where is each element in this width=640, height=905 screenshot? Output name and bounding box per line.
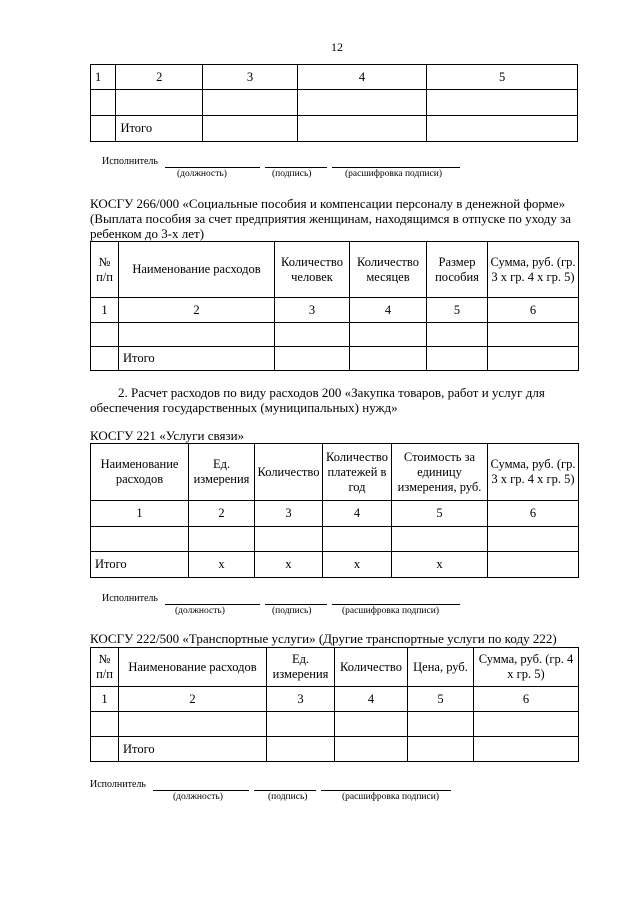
col-number: 4: [323, 501, 392, 527]
col-number: 4: [335, 687, 408, 712]
table-row: [91, 242, 579, 298]
signature-label: Исполнитель: [90, 779, 146, 790]
col-number: 2: [119, 298, 275, 323]
header-cell: Цена, руб.: [408, 648, 474, 687]
total-mark: х: [255, 552, 323, 578]
decoding-caption: (расшифровка подписи): [342, 792, 439, 802]
table-row: [91, 737, 579, 762]
header-cell: Стоимость за единицу измерения, руб.: [392, 444, 488, 501]
col-number: 4: [350, 298, 427, 323]
table-row: [91, 527, 579, 552]
col-number: 4: [297, 65, 426, 90]
col-number: 5: [427, 65, 578, 90]
signature-caption: (подпись): [268, 792, 308, 802]
header-cell: Количество месяцев: [350, 242, 427, 298]
total-label: Итого: [116, 116, 203, 142]
table-continuation: [90, 64, 578, 142]
section-221-title: КОСГУ 221 «Услуги связи»: [90, 428, 245, 443]
total-mark: х: [189, 552, 255, 578]
col-number: 3: [267, 687, 335, 712]
header-cell: Наименование расходов: [119, 648, 267, 687]
signature-line[interactable]: [265, 167, 327, 168]
col-number: 1: [91, 501, 189, 527]
header-cell: № п/п: [91, 648, 119, 687]
total-label: Итого: [119, 737, 267, 762]
total-mark: х: [392, 552, 488, 578]
total-mark: х: [323, 552, 392, 578]
table-row: [91, 347, 579, 371]
col-number: 2: [189, 501, 255, 527]
header-cell: Ед. измерения: [267, 648, 335, 687]
position-caption: (должность): [175, 606, 225, 616]
header-cell: Сумма, руб. (гр. 4 х гр. 5): [474, 648, 579, 687]
decoding-line[interactable]: [332, 167, 460, 168]
table-266: [90, 241, 579, 371]
col-number: 5: [392, 501, 488, 527]
position-line[interactable]: [165, 167, 260, 168]
signature-line[interactable]: [265, 604, 327, 605]
decoding-line[interactable]: [332, 604, 460, 605]
signature-label: Исполнитель: [102, 593, 158, 604]
table-row: [91, 65, 578, 90]
col-number: 6: [474, 687, 579, 712]
table-row: [91, 648, 579, 687]
signature-caption: (подпись): [272, 606, 312, 616]
section-222-title: КОСГУ 222/500 «Транспортные услуги» (Другие транспортные услуги по коду 222): [90, 631, 557, 646]
position-line[interactable]: [153, 790, 249, 791]
total-label: Итого: [119, 347, 275, 371]
page-number: 12: [331, 40, 343, 54]
signature-label: Исполнитель: [102, 156, 158, 167]
table-row: [91, 501, 579, 527]
header-cell: Количество: [335, 648, 408, 687]
table-row: [91, 116, 578, 142]
col-number: 3: [275, 298, 350, 323]
table-222: [90, 647, 579, 762]
col-number: 3: [255, 501, 323, 527]
col-number: 1: [91, 687, 119, 712]
position-caption: (должность): [177, 169, 227, 179]
section-200-text-cont: обеспечения государственных (муниципальных) нужд»: [90, 400, 398, 415]
col-number: 5: [408, 687, 474, 712]
section-266-subtitle: (Выплата пособия за счет предприятия женщинам, находящимся в отпуске по уходу за: [90, 211, 572, 226]
col-number: 2: [119, 687, 267, 712]
table-row: [91, 444, 579, 501]
decoding-line[interactable]: [321, 790, 451, 791]
signature-caption: (подпись): [272, 169, 312, 179]
table-row: [91, 298, 579, 323]
decoding-caption: (расшифровка подписи): [345, 169, 442, 179]
table-row: [91, 552, 579, 578]
header-cell: Количество платежей в год: [323, 444, 392, 501]
col-number: 3: [203, 65, 298, 90]
header-cell: Наименование расходов: [119, 242, 275, 298]
section-266-subtitle-cont: ребенком до 3-х лет): [90, 226, 205, 241]
table-row: [91, 712, 579, 737]
col-number: 1: [91, 65, 116, 90]
header-cell: Наименование расходов: [91, 444, 189, 501]
header-cell: Количество человек: [275, 242, 350, 298]
header-cell: Количество: [255, 444, 323, 501]
section-200-text: 2. Расчет расходов по виду расходов 200 «Закупка товаров, работ и услуг для: [118, 385, 545, 400]
table-row: [91, 687, 579, 712]
col-number: 6: [488, 501, 579, 527]
col-number: 5: [427, 298, 488, 323]
total-label: Итого: [91, 552, 189, 578]
header-cell: Ед. измерения: [189, 444, 255, 501]
header-cell: Размер пособия: [427, 242, 488, 298]
decoding-caption: (расшифровка подписи): [342, 606, 439, 616]
col-number: 6: [488, 298, 579, 323]
col-number: 2: [116, 65, 203, 90]
header-cell: Сумма, руб. (гр. 3 х гр. 4 х гр. 5): [488, 242, 579, 298]
header-cell: № п/п: [91, 242, 119, 298]
signature-line[interactable]: [254, 790, 316, 791]
section-266-title: КОСГУ 266/000 «Социальные пособия и компенсации персоналу в денежной форме»: [90, 196, 566, 211]
position-line[interactable]: [165, 604, 260, 605]
table-221: [90, 443, 579, 578]
table-row: [91, 90, 578, 116]
position-caption: (должность): [173, 792, 223, 802]
header-cell: Сумма, руб. (гр. 3 х гр. 4 х гр. 5): [488, 444, 579, 501]
col-number: 1: [91, 298, 119, 323]
table-row: [91, 323, 579, 347]
